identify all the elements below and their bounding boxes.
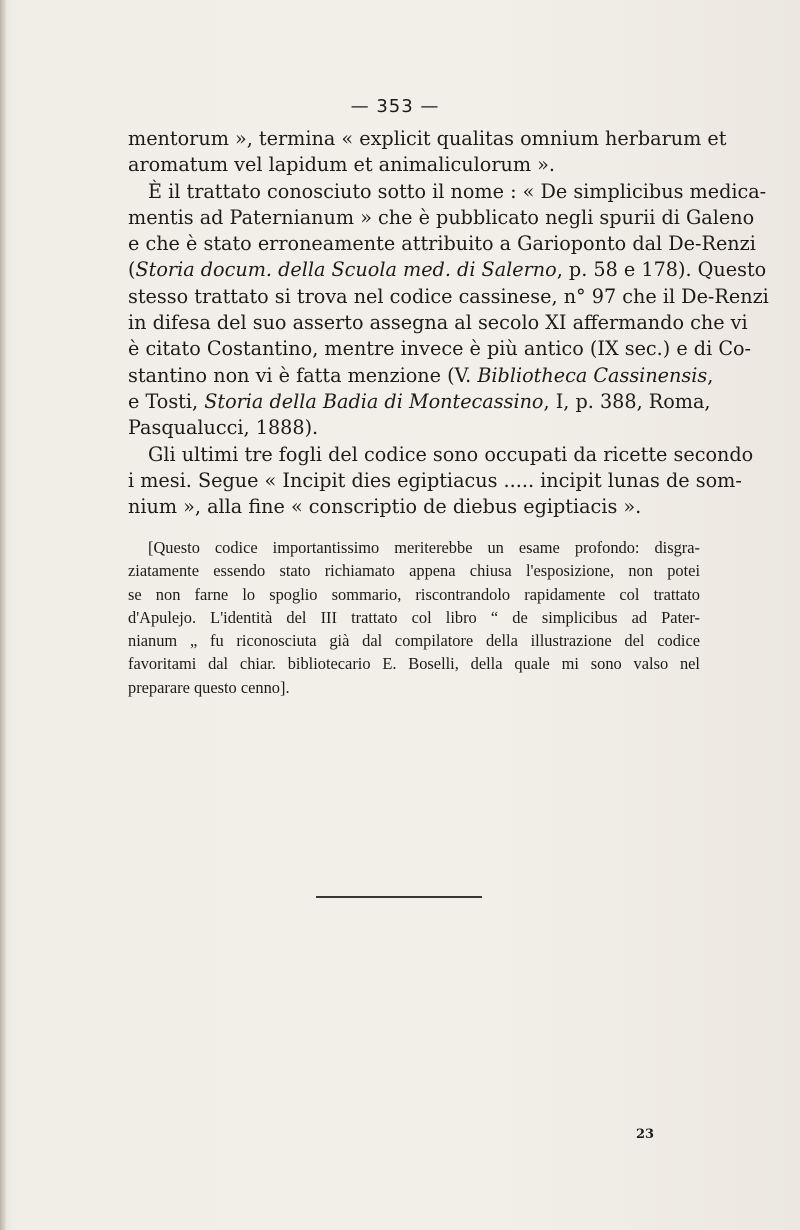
page-number: — 353 —: [350, 96, 440, 117]
text-line: mentorum », termina « explicit qualitas omnium herbarum et: [128, 127, 727, 150]
note-line: favoritami dal chiar. bibliotecario E. Boselli, della quale mi sono valso nel: [128, 654, 700, 674]
text-line: Pasqualucci, 1888).: [128, 416, 319, 440]
text-line: aromatum vel lapidum et animaliculorum ».: [128, 153, 555, 177]
citation: Storia della Badia di Montecassino: [204, 389, 544, 413]
note-line: preparare questo cenno].: [128, 677, 290, 697]
citation: Bibliotheca Cassinensis: [477, 363, 708, 387]
text-line: è citato Costantino, mentre invece è più antico (IX sec.) e di Co-: [128, 337, 752, 361]
text-line: stantino non vi è fatta menzione (V. Bibliotheca Cassinensis,: [128, 363, 714, 387]
page-edge: [0, 0, 6, 1230]
text-line: i mesi. Segue « Incipit dies egiptiacus ..... incipit lunas de som-: [128, 468, 742, 492]
citation: Storia docum. della Scuola med. di Salerno: [135, 258, 557, 282]
text-line: e che è stato erroneamente attribuito a Garioponto dal De-Renzi: [128, 232, 756, 256]
text-line: stesso trattato si trova nel codice cassinese, n° 97 che il De-Renzi: [128, 284, 769, 308]
main-text: [128, 126, 769, 520]
text-line: (Storia docum. della Scuola med. di Salerno, p. 58 e 178). Questo: [128, 258, 767, 282]
note-line: d'Apulejo. L'identità del III trattato col libro “ de simplicibus ad Pater-: [128, 607, 700, 627]
note-line: nianum „ fu riconosciuta già dal compilatore della illustrazione del codice: [128, 631, 700, 651]
note-line: se non farne lo spoglio sommario, riscontrandolo rapidamente col trattato: [128, 584, 700, 604]
signature-mark: 23: [636, 1127, 655, 1142]
text-line: È il trattato conosciuto sotto il nome : « De simplicibus medica-: [148, 179, 767, 203]
section-rule: [316, 896, 482, 898]
text-line: mentis ad Paternianum » che è pubblicato negli spurii di Galeno: [128, 205, 755, 229]
note-line: [Questo codice importantissimo meriterebbe un esame profondo: disgra-: [148, 538, 700, 557]
text-line: nium », alla fine « conscriptio de diebus egiptiacis ».: [128, 495, 642, 519]
text-line: Gli ultimi tre fogli del codice sono occupati da ricette secondo: [148, 442, 754, 466]
note-line: ziatamente essendo stato richiamato appena chiusa l'esposizione, non potei: [128, 561, 700, 581]
editorial-note: [128, 536, 700, 699]
text-line: in difesa del suo asserto assegna al secolo XI affermando che vi: [128, 311, 748, 335]
text-line: e Tosti, Storia della Badia di Montecassino, I, p. 388, Roma,: [128, 389, 711, 413]
